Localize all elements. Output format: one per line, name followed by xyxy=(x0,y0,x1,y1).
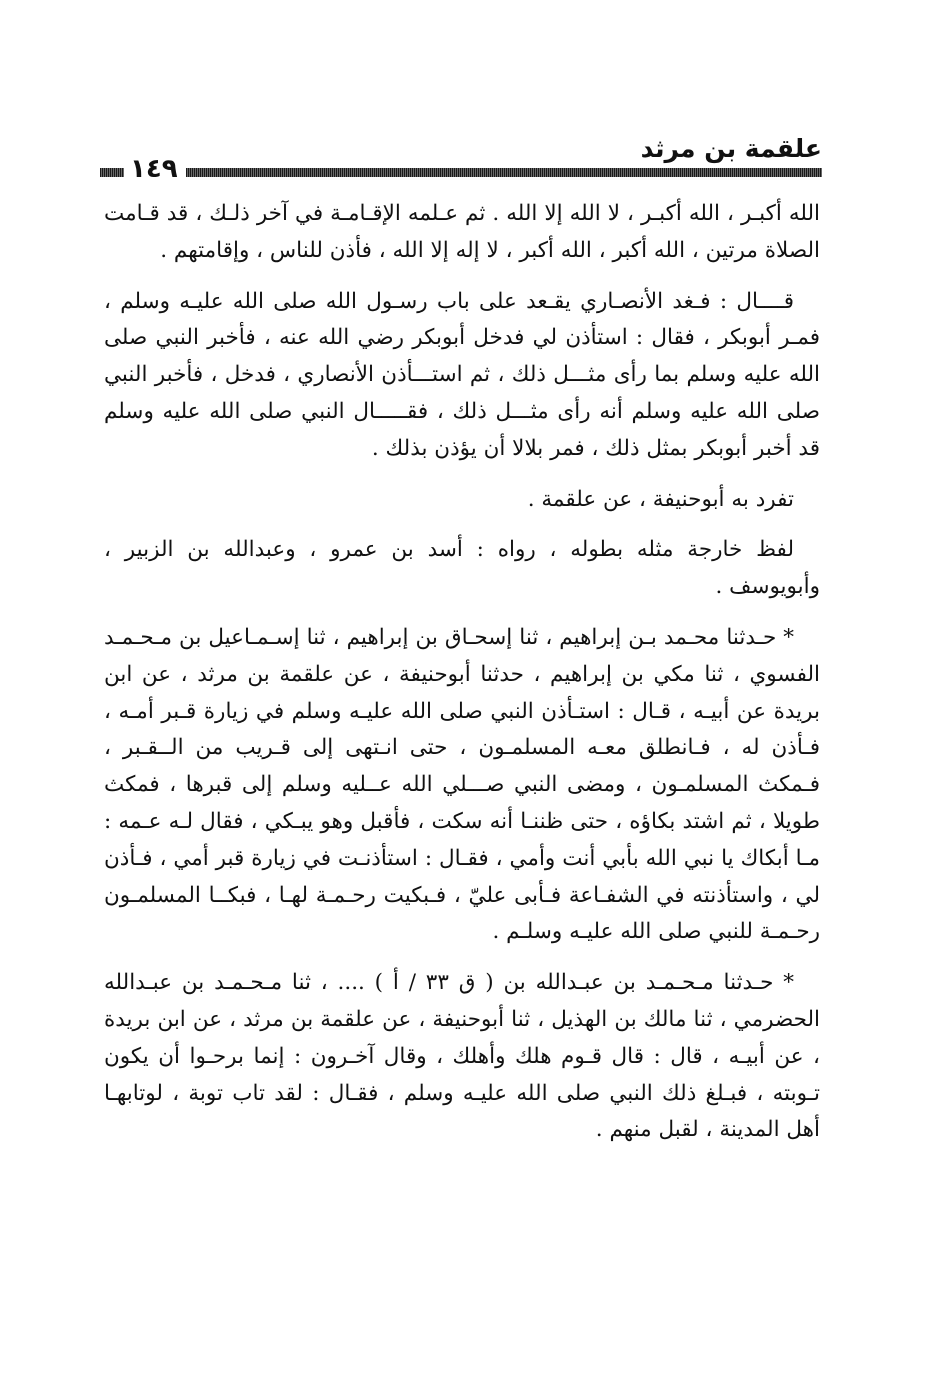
header-rule-end xyxy=(100,168,124,177)
running-header xyxy=(100,132,822,182)
page-number: ١٤٩ xyxy=(126,152,182,186)
paragraph-2: قــــال : فـغد الأنصـاري يقـعد على باب رسـول الله صلى الله عليـه وسلم ، فمـر أبوبكر ، فقال : استأذن لي فدخل أبوبكر رضي الله عنه ، فأخبر النبي صلى الله عليه وسلم بما رأى مثـــل ذلك ، ثم استـــأذن الأنصاري ، فدخل ، فأخبر النبي صلى الله عليه وسلم أنه رأى مثـــل ذلك ، فقـــــال النبي صلى الله عليه وسلم قد أخبر أبوبكر بمثل ذلك ، فمر بلالا أن يؤذن بذلك . xyxy=(104,288,820,461)
paragraph-1: الله أكبـر ، الله أكبـر ، لا الله إلا الله . ثم عـلمه الإقـامـة في آخر ذلـك ، قد قـامت الصلاة مرتين ، الله أكبر ، الله أكبر ، لا إله إلا الله ، فأذن للناس ، وإقامتهم . xyxy=(104,201,820,263)
paragraph-6: * حـدثنا مـحـمـد بن عبـدالله بن ( ق ٣٣ / أ ) .... ، ثنا مـحـمـد بن عبـدالله الحضرمي ، ثنا مالك بن الهذيل ، ثنا أبوحنيفة ، عن علقمة بن مرثد ، عن ابن بريدة ، عن أبيـه ، قال : قال قـوم هلك وأهلك ، وقال آخـرون : إنما برحـوا أن يكون تـوبته ، فبـلغ ذلك النبي صلى الله عليـه وسلم ، فقـال : لقد تاب توبة ، لوتابهـا أهل المدينة ، لقبل منهم . xyxy=(104,970,820,1143)
header-rule xyxy=(186,168,822,177)
paragraph-4: لفظ خارجة مثله بطوله ، رواه : أسد بن عمرو ، وعبدالله بن الزبير ، وأبويوسف . xyxy=(104,537,820,600)
paragraph-3: تفرد به أبوحنيفة ، عن علقمة . xyxy=(527,486,794,512)
page-body xyxy=(104,196,820,1163)
paragraph-5: * حـدثنا محـمد بـن إبراهيم ، ثنا إسحـاق بن إبراهيم ، ثنا إسـمـاعيل بن مـحـمـد الفسوي ، ثنا مكي بن إبراهيم ، حدثنا أبوحنيفة ، عن علقمة بن مرثد ، عن ابن بريدة عن أبيـه ، قـال : استـأذن النبي صلى الله عليـه وسلم في زيارة قـبر أمـه ، فـأذن له ، فـانطلق معـه المسلمـون ، حتى انـتهى إلى قـريب من الــقـبر ، فـمكث المسلمـون ، ومضى النبي صـــلي الله عــليه وسلم إلى قبرها ، فمكث طويلا ، ثم اشتد بكاؤه ، حتى ظننـا أنه سكت ، فأقبل وهو يبـكي ، فقال لـه عـمه : مـا أبكاك يا نبي الله بأبي أنت وأمي ، فقـال : استأذنـت في زيارة قبر أمي ، فـأذن لي ، واستأذنته في الشفـاعة فـأبى عليّ ، فـبكيت رحـمـة لهـا ، فبكــا المسلمـون رحـمـة للنبي صلى الله عليـه وسلـم . xyxy=(104,624,820,945)
chapter-title: علقمة بن مرثد xyxy=(640,134,822,163)
